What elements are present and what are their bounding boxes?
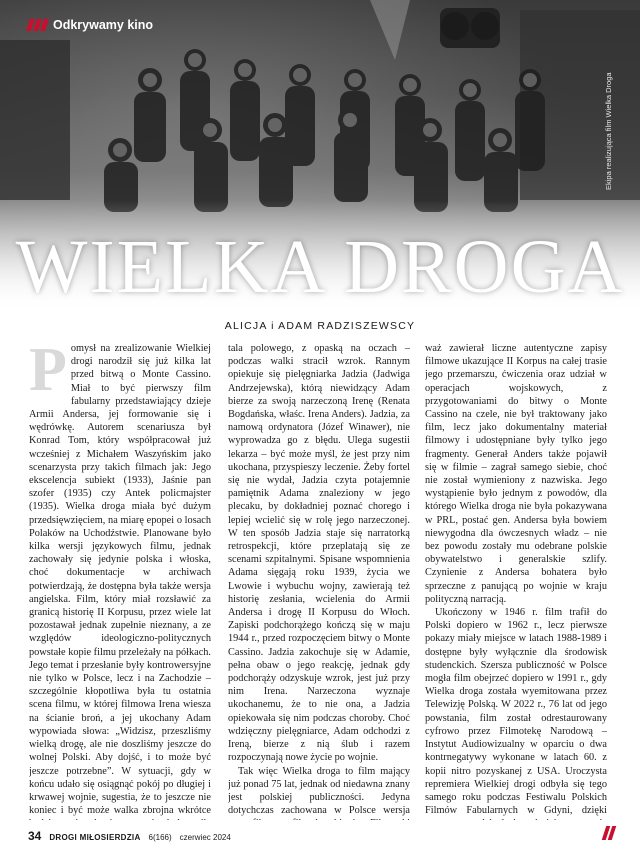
magazine-name: DROGI MIŁOSIERDZIA [49,833,141,842]
article-authors: ALICJA i ADAM RADZISZEWSCY [224,320,416,332]
page-number: 34 [28,829,42,843]
paragraph: tala polowego, z opaską na oczach – podczas walki stracił wzrok. Rannym opiekuje się pielęgniarka Jadzia (Jadwiga Andrzejewska), którą niewidzący Adam bierze za swoją narzeczoną Irenę (Renata Bogdańska, właśc. Irena Anders). Jadzia, za namową ordynatora (Józef Winawer), nie wyprowadza go z błędu. Ulega sugestii lekarza – być może myśl, że jest przy nim ukochana, przyspieszy leczenie. Żeby fortel się nie wydał, Jadzia czyta potajemnie pamiętnik Adama znaleziony w jego plecaku, by dokładniej poznać chorego i lepiej wcielić się w rolę jego narzeczonej. W ten sposób Jadzia staje się narratorką retrospekcji, które przeplatają się ze scenami szpitalnymi. Spisane wspomnienia Adama sięgają roku 1939, życia we Lwowie i wybuchu wojny, zawierają też historię zesłania, wcielenia do Armii Andersa i drogę II Korpusu do Włoch. Zapiski podchorążego kończą się w maju 1944 r., przed rozpoczęciem bitwy o Monte Cassino. Jadzia zakochuje się w Adamie, pełna obaw o jego reakcję, jednak gdy podchorąży odzyskuje wzrok, jest już przy nim Irena. Narzeczona wyznaje ukochanemu, że to nie ona, a Jadzia opiekowała się nim podczas choroby. Choć wdzięczny pielęgniarce, Adam odchodzi z Ireną, bierze z nią ślub i razem rozpoczynają nowe życie po wojnie. [228,343,410,764]
paragraph: Ukończony w 1946 r. film trafił do Polski dopiero w 1962 r., lecz pierwsze pokazy miały miejsce w latach 1988-1989 i dostępne były wyłącznie dla środowisk studenckich. Szersza publiczność w Polsce mogła film obejrzeć dopiero w 1991 r., gdy Wielka droga została wyemitowana przez Telewizję Polską. W 2022 r., 76 lat od jego powstania, film został odrestaurowany cyfrowo przez Filmotekę Narodową – Instytut Audiowizualny w oparciu o dwa kontrnegatywy wykonane w latach 60. z kopii nitro pozyskanej z USA. Uroczysta repremiera Wielkiej drogi odbyła się tego samego roku podczas Festiwalu Polskich Filmów Fabularnych w Gdyni, dzięki [425,606,607,820]
paragraph: waż zawierał liczne autentyczne zapisy filmowe ukazujące II Korpus na całej trasie jego przemarszu, ćwiczenia oraz udział w operacjach wojskowych, z przygotowaniami do bitwy o Monte Cassino na czele, nie był traktowany jako film, lecz jako dokumentalny materiał filmowy i udostępniane były tylko jego fragmenty. Generał Anders także pojawił się w filmie – zagrał samego siebie, choć nie został wymieniony z nazwiska. Jego wystąpienie było jednym z powodów, dla którego Wielka droga nie była pokazywana w PRL, postać gen. Andersa była bowiem niewygodna dla ówczesnych władz – nie bez powodu zostały mu odebrane polskie obywatelstwo i generalskie szlify. Czynienie z Andersa bohatera było sprzeczne z panującą po wojnie w kraju polityczną narracją. [425,343,607,605]
page-footer [28,829,231,843]
section-mark-icon [28,19,47,31]
header-photo [0,0,640,312]
text-column-1 [29,342,211,820]
section-label: Odkrywamy kino [53,18,154,32]
drop-cap: P [29,342,67,404]
photo-caption: Ekipa realizująca film Wielka Droga [604,72,613,190]
paragraph: Pomysł na zrealizowanie Wielkiej drogi narodził się już kilka lat przed bitwą o Monte Cassino. Miał to być pierwszy film fabularny przedstawiający dzieje Armii Andersa, jej formowanie się i wędrówkę. Autorem scenariusza był Konrad Tom, który współpracował już wcześniej z Michałem Waszyńskim jako scenarzysta przy takich filmach jak: Jego ekscelencja subiekt (1933), Jaśnie pan szofer (1935) czy Antek policmajster (1935). Wielka droga miała być dużym przedsięwzięciem, na miarę epopei o losach Polaków na Uchodźstwie. Planowane było kilka wersji językowych filmu, jednak zachowały się jedynie polska i włoska, choć dokumentacje w archiwach potwierdzają, że dostępna była także wersja angielska. Film, który miał rozsławić za granicą historię II Korpusu, przez wiele lat pozostawał jednak zupełnie nieznany, a ze względów ideologiczno-politycznych powstałe kopie filmu przeleżały na półkach. Jego temat i przesłanie były kontrowersyjne nie tylko w Polsce, lecz i na Zachodzie – szczególnie kłopotliwa była tu ostatnia scena filmu, w której filmowa Irena wiesza na ścianie broń, a jej ukochany Adam wypowiada słowa: „Widzisz, przeszliśmy wielką drogę, ale nie doszliśmy jeszcze do wolnej Polski. Aby dojść, i to może być jeszcze potrzebne”. W sytuacji, gdy w końcu udało się osiągnąć pokój po długiej i krwawej wojnie, sugestia, że to jeszcze nie koniec i być może walka zbrojna wkrótce [29,342,211,817]
paragraph: Tak więc Wielka droga to film mający już ponad 75 lat, jednak od niedawna znany jest polskiej publiczności. Jedyna dotychczas zachowana w Polsce wersja [228,765,410,817]
section-kicker [28,18,153,32]
article-title: WIELKA DROGA [15,224,625,309]
text-column-3 [425,342,607,820]
issue-number: 6(166) [148,833,172,842]
text-column-2 [228,342,410,820]
issue-date: czerwiec 2024 [179,833,231,842]
footer-mark-icon [604,826,614,840]
